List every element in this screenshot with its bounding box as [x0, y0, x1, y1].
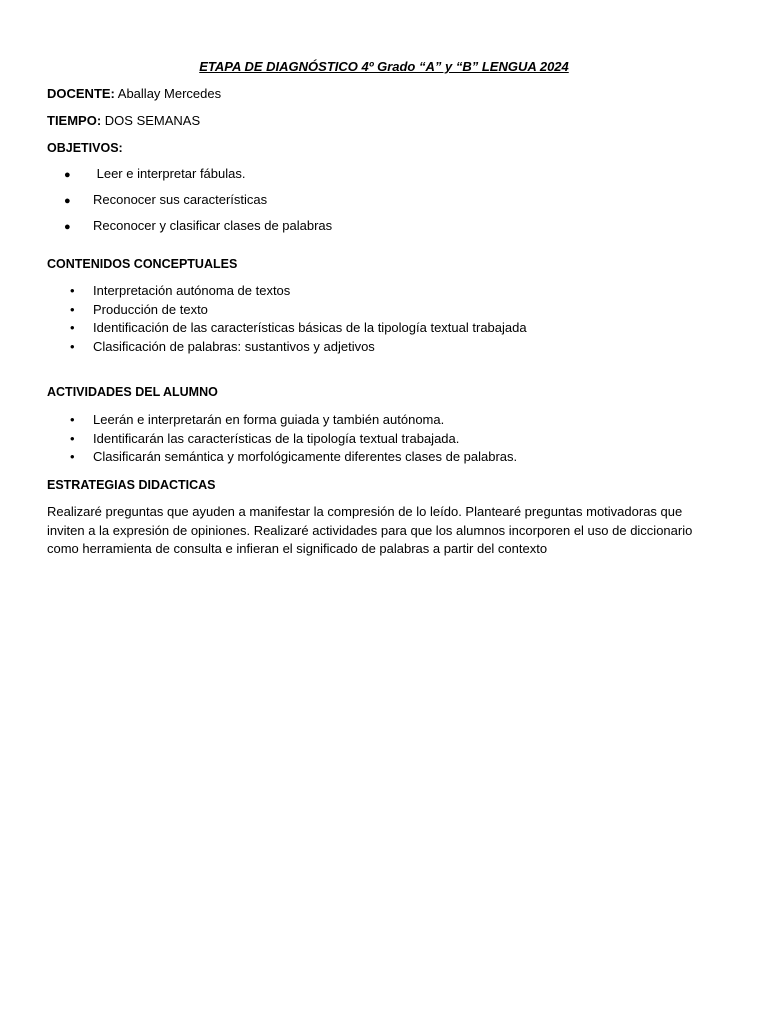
- contenido-item: [70, 339, 375, 355]
- contenido-text: Interpretación autónoma de textos: [93, 283, 291, 298]
- contenido-item: [70, 302, 208, 318]
- tiempo-value: DOS SEMANAS: [101, 113, 201, 128]
- bullet-icon: •: [70, 320, 75, 335]
- objetivo-item: [64, 218, 332, 235]
- objetivo-text: Reconocer y clasificar clases de palabras: [93, 218, 333, 233]
- actividad-item: [70, 449, 517, 465]
- bullet-icon: •: [70, 412, 75, 427]
- bullet-icon: •: [70, 339, 75, 354]
- actividad-item: [70, 431, 459, 447]
- contenidos-heading: CONTENIDOS CONCEPTUALES: [47, 257, 238, 271]
- bullet-icon: ●: [64, 221, 71, 233]
- document-title: ETAPA DE DIAGNÓSTICO 4º Grado “A” y “B” LENGUA 2024: [199, 59, 569, 74]
- objetivo-item: [64, 192, 267, 209]
- docente-value: Aballay Mercedes: [114, 86, 222, 101]
- bullet-icon: ●: [64, 195, 71, 207]
- actividades-heading: ACTIVIDADES DEL ALUMNO: [47, 385, 218, 399]
- contenido-text: Producción de texto: [93, 302, 208, 317]
- objetivos-heading: OBJETIVOS:: [47, 141, 123, 155]
- docente-field: [47, 86, 221, 102]
- bullet-icon: •: [70, 449, 75, 464]
- estrategias-heading: ESTRATEGIAS DIDACTICAS: [47, 478, 216, 492]
- actividad-item: [70, 412, 444, 428]
- contenido-text: Identificación de las características básicas de la tipología textual trabajada: [93, 320, 527, 335]
- bullet-icon: •: [70, 283, 75, 298]
- tiempo-label: TIEMPO:: [47, 113, 102, 128]
- contenido-text: Clasificación de palabras: sustantivos y adjetivos: [93, 339, 375, 354]
- objetivo-text: Reconocer sus características: [93, 192, 268, 207]
- bullet-icon: ●: [64, 169, 71, 181]
- objetivo-text: Leer e interpretar fábulas.: [93, 166, 246, 181]
- contenido-item: [70, 283, 290, 299]
- contenido-item: [70, 320, 527, 336]
- actividad-text: Identificarán las características de la tipología textual trabajada.: [93, 431, 460, 446]
- estrategias-paragraph: Realizaré preguntas que ayuden a manifestar la compresión de lo leído. Plantearé preguntas motivadoras que inviten a la expresión de opiniones. Realizaré actividades para que los alumnos incorporen el uso de diccionario como herramienta de consulta e infieran el significado de palabras a partir del contexto: [47, 504, 693, 556]
- actividad-text: Clasificarán semántica y morfológicamente diferentes clases de palabras.: [93, 449, 518, 464]
- actividad-text: Leerán e interpretarán en forma guiada y también autónoma.: [93, 412, 445, 427]
- docente-label: DOCENTE:: [47, 86, 115, 101]
- objetivo-item: [64, 166, 245, 183]
- bullet-icon: •: [70, 431, 75, 446]
- bullet-icon: •: [70, 302, 75, 317]
- tiempo-field: [47, 113, 200, 129]
